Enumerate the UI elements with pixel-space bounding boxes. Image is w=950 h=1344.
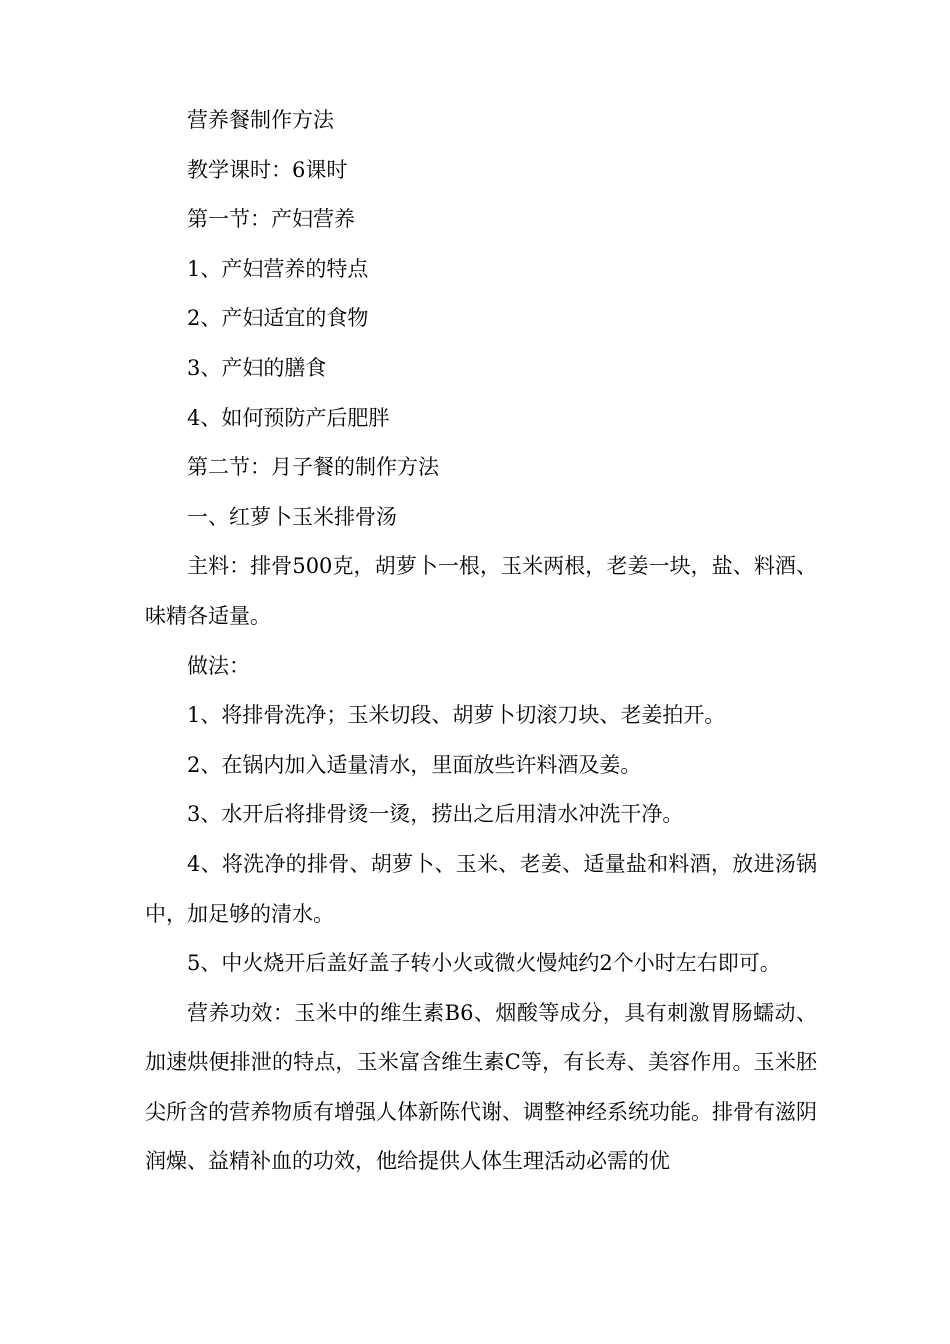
section1-item: 3、产妇的膳食: [187, 355, 327, 380]
document-title: 营养餐制作方法: [187, 108, 334, 132]
method-step: 4、将洗净的排骨、胡萝卜、玉米、老姜、适量盐和料酒，放进汤锅中，加足够的清水。: [145, 851, 817, 926]
section1-item: 2、产妇适宜的食物: [187, 306, 369, 331]
method-label: 做法：: [187, 653, 250, 678]
class-hours: 教学课时：6课时: [187, 157, 348, 182]
section2-heading: 第二节：月子餐的制作方法: [187, 455, 439, 480]
nutrition-paragraph: 营养功效：玉米中的维生素B6、烟酸等成分，具有刺激胃肠蠕动、加速烘便排泄的特点，玉米富含维生素C等，有长寿、美容作用。玉米胚尖所含的营养物质有增强人体新陈代谢、调整神经系统功能。排骨有滋阴润燥、益精补血的功效，他给提供人体生理活动必需的优: [145, 1000, 817, 1174]
method-step: 3、水开后将排骨烫一烫，捞出之后用清水冲洗干净。: [187, 802, 684, 827]
section1-item: 1、产妇营养的特点: [187, 256, 369, 281]
method-step: 5、中火烧开后盖好盖子转小火或微火慢炖约2个小时左右即可。: [187, 951, 781, 976]
method-step: 2、在锅内加入适量清水，里面放些许料酒及姜。: [187, 752, 642, 777]
section1-heading: 第一节：产妇营养: [187, 207, 355, 232]
method-step: 1、将排骨洗净；玉米切段、胡萝卜切滚刀块、老姜拍开。: [187, 703, 726, 728]
recipe-title: 一、红萝卜玉米排骨汤: [187, 504, 397, 529]
document-page: [145, 96, 817, 1187]
section1-item: 4、如何预防产后肥胖: [187, 405, 390, 430]
ingredients-paragraph: 主料：排骨500克，胡萝卜一根，玉米两根，老姜一块，盐、料酒、味精各适量。: [145, 554, 817, 628]
